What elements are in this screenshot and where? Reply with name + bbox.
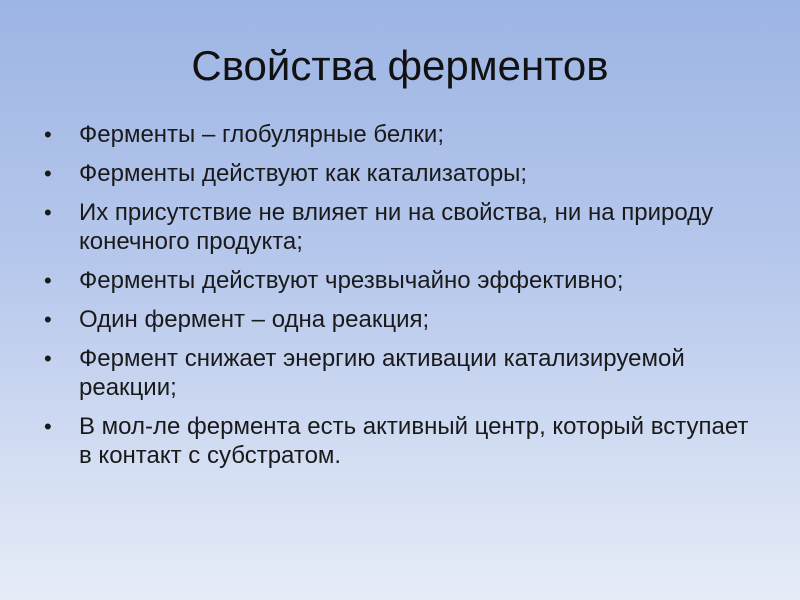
bullet-icon: • [44,122,52,147]
bullet-icon: • [44,200,52,225]
slide-title: Свойства ферментов [191,42,609,89]
bullet-item [44,266,764,295]
bullet-text: Фермент снижает энергию активации катализируемой реакции; [79,345,685,401]
bullet-icon: • [44,307,52,332]
bullet-text: Ферменты действуют как катализаторы; [79,160,528,187]
bullet-icon: • [44,414,52,439]
bullet-text: Их присутствие не влияет ни на свойства, ни на природу конечного продукта; [79,199,714,255]
bullet-text: Ферменты действуют чрезвычайно эффективно; [79,267,624,294]
bullet-item [44,120,764,149]
bullet-text: Ферменты – глобулярные белки; [79,121,444,148]
bullet-item [44,305,764,334]
bullet-item [44,159,764,188]
bullet-item [44,198,764,256]
bullet-icon: • [44,346,52,371]
bullet-text: В мол-ле фермента есть активный центр, который вступает в контакт с субстратом. [79,413,749,469]
bullet-list [44,120,764,480]
bullet-item [44,412,764,470]
bullet-text: Один фермент – одна реакция; [79,306,430,333]
bullet-icon: • [44,268,52,293]
bullet-icon: • [44,161,52,186]
bullet-item [44,344,764,402]
